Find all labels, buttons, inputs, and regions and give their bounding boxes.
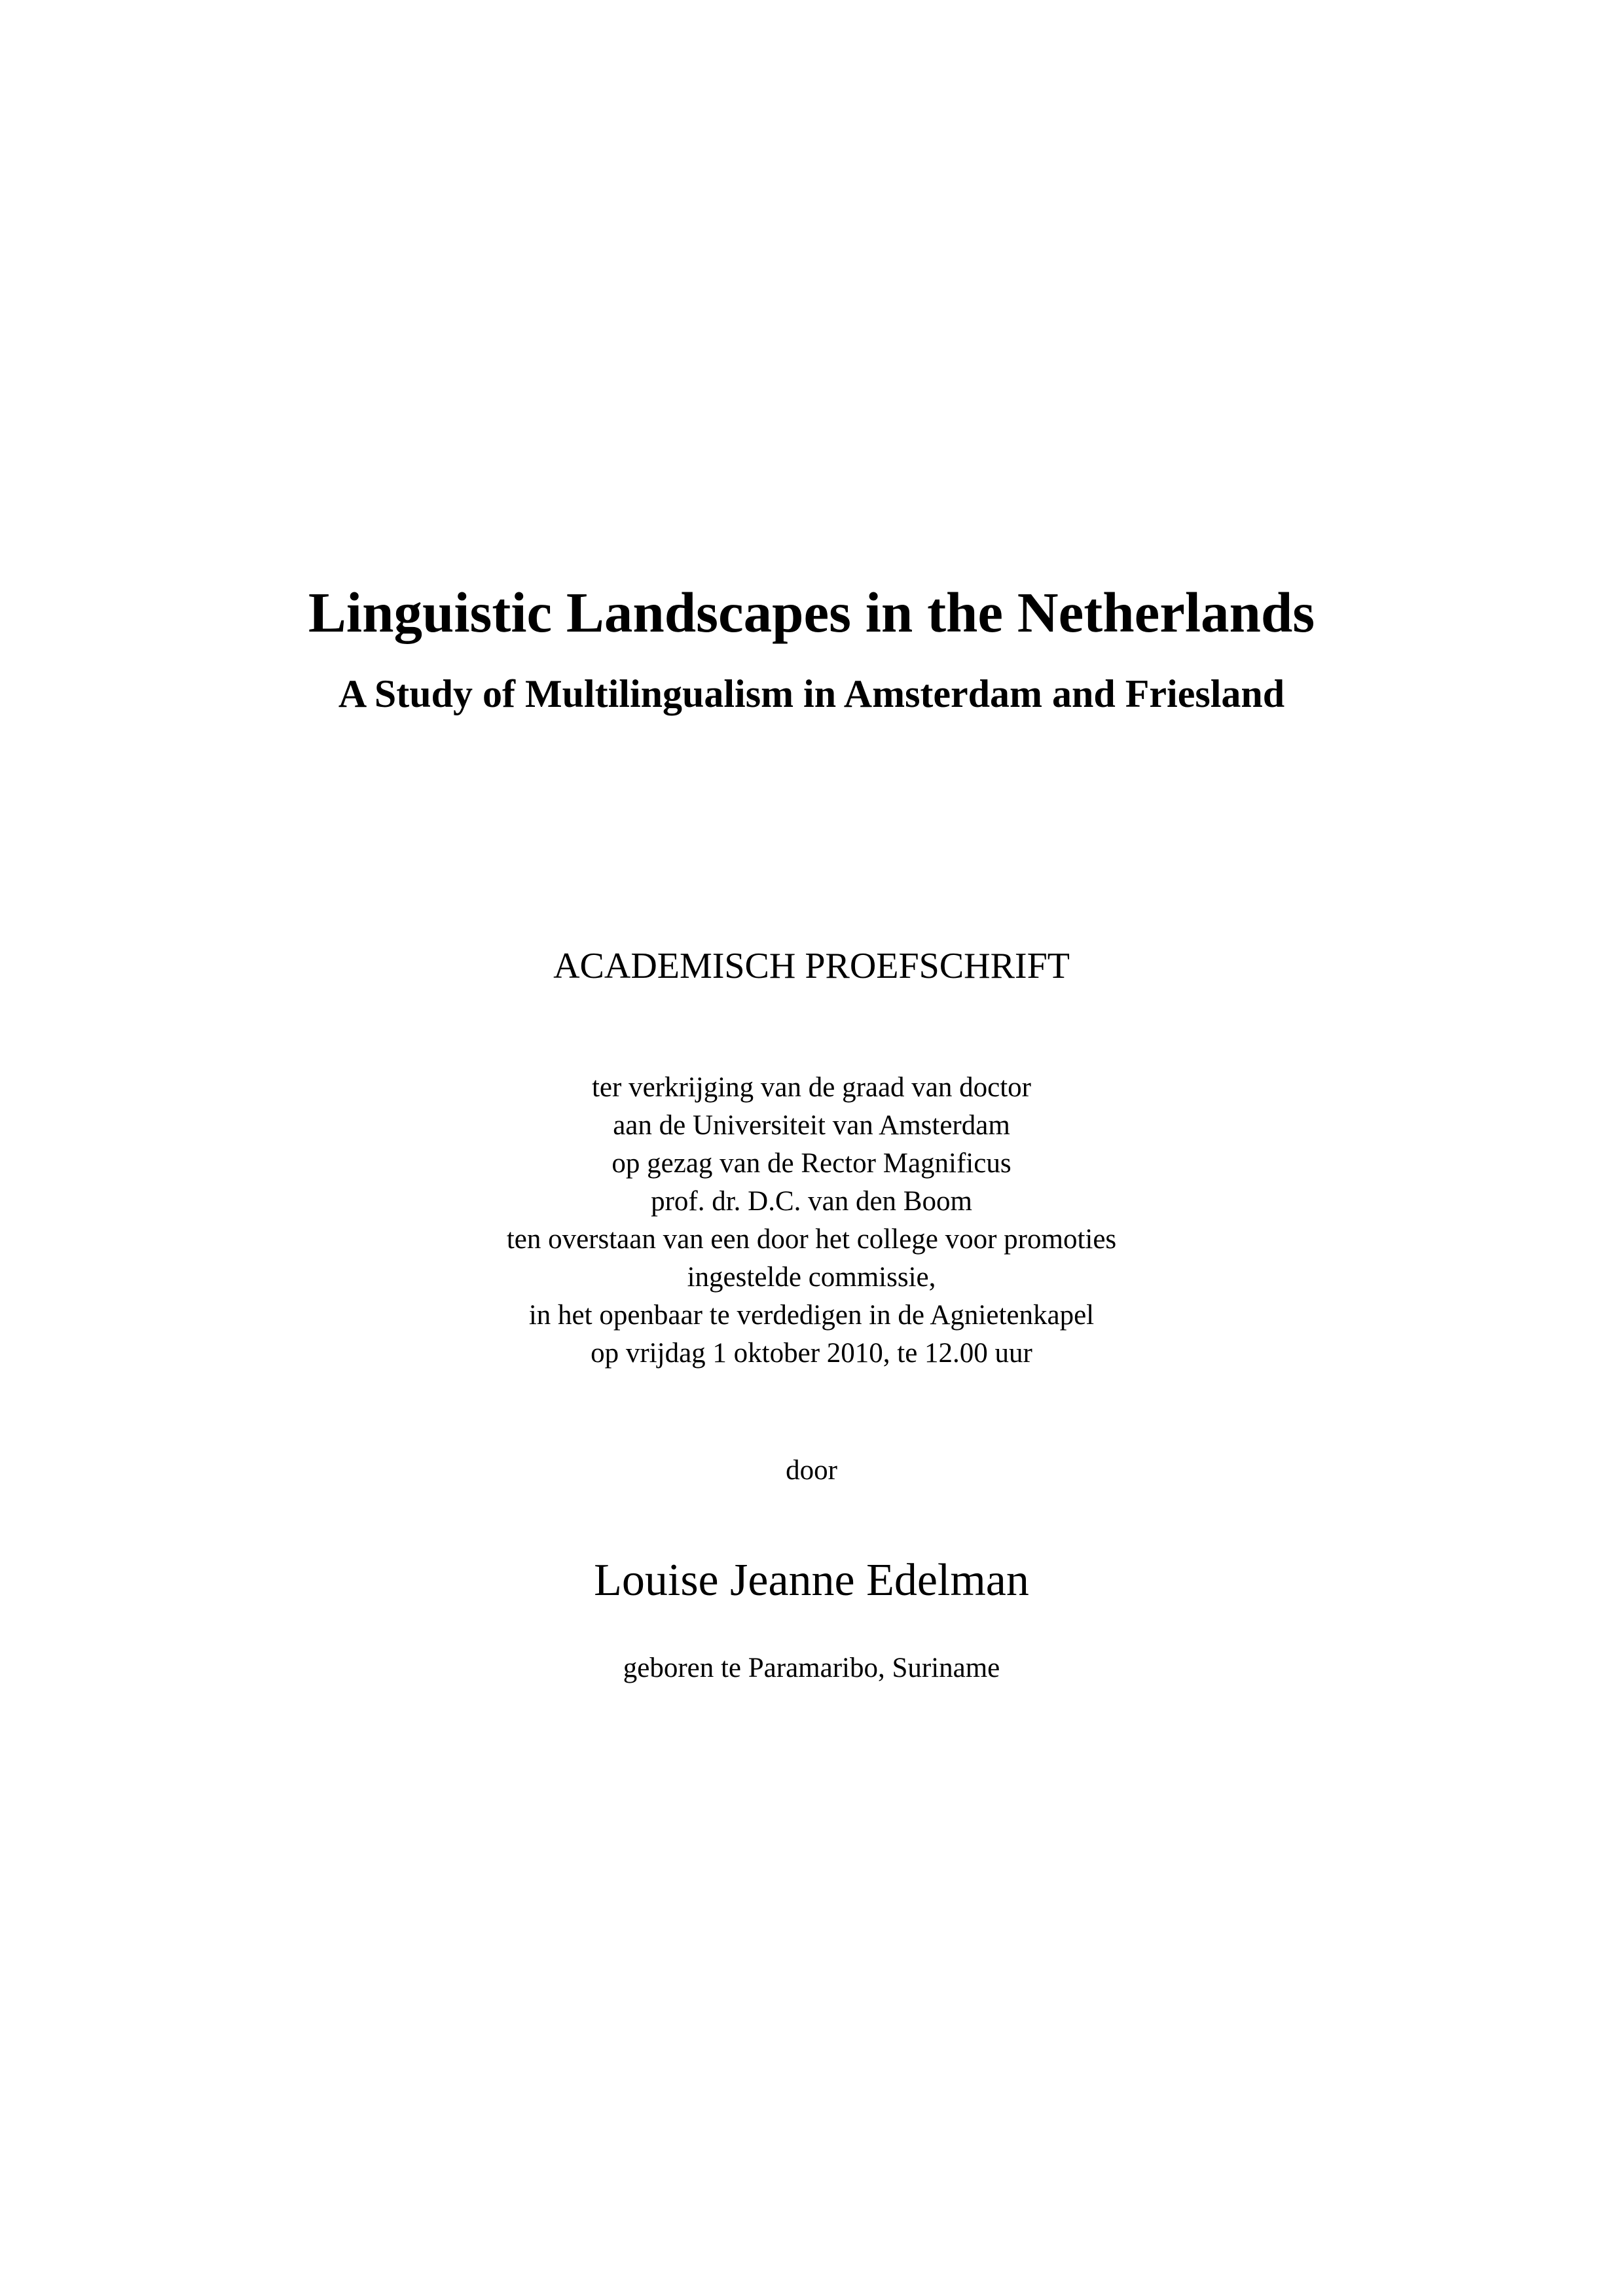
degree-statement-line: op gezag van de Rector Magnificus [611, 1148, 1012, 1179]
thesis-title: Linguistic Landscapes in the Netherlands [308, 581, 1315, 644]
degree-statement [0, 1069, 1623, 1372]
author-name: Louise Jeanne Edelman [594, 1555, 1029, 1605]
degree-statement-line: ter verkrijging van de graad van doctor [591, 1072, 1031, 1103]
degree-statement-line: prof. dr. D.C. van den Boom [651, 1186, 972, 1217]
degree-statement-line: ten overstaan van een door het college voor promoties [506, 1224, 1117, 1255]
degree-statement-line: in het openbaar te verdedigen in de Agnietenkapel [528, 1300, 1095, 1331]
by-label: door [786, 1455, 837, 1486]
degree-statement-line: aan de Universiteit van Amsterdam [613, 1110, 1010, 1141]
document-type: ACADEMISCH PROEFSCHRIFT [553, 946, 1070, 986]
birthplace: geboren te Paramaribo, Suriname [623, 1653, 1000, 1683]
degree-statement-line: op vrijdag 1 oktober 2010, te 12.00 uur [591, 1338, 1032, 1369]
degree-statement-line: ingestelde commissie, [687, 1262, 936, 1293]
thesis-subtitle: A Study of Multilingualism in Amsterdam and Friesland [338, 672, 1285, 715]
